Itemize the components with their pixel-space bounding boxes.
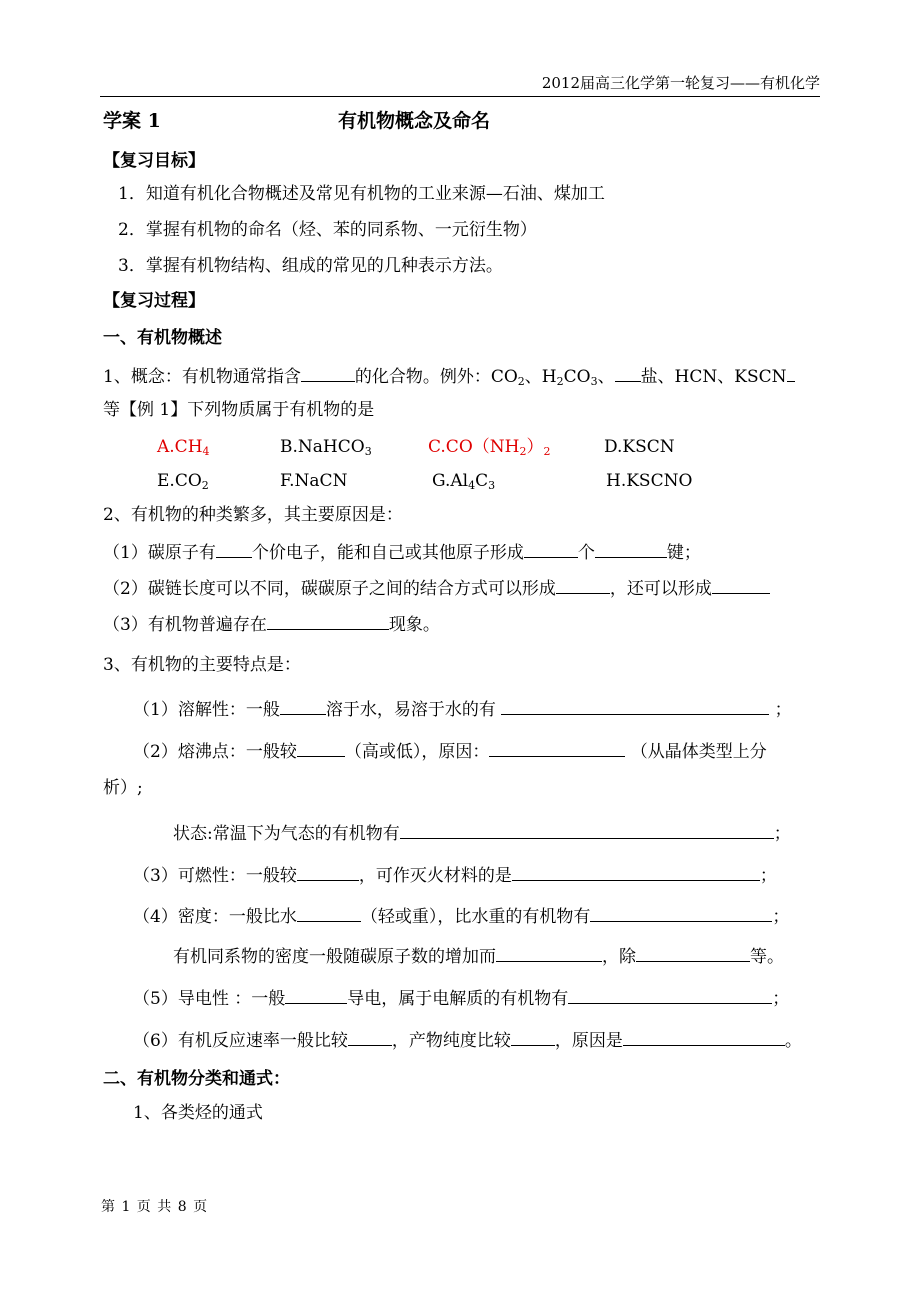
process-heading: 【复习过程】 [103, 291, 205, 311]
lesson-number: 学案 1 [103, 110, 161, 132]
blank[interactable] [285, 985, 347, 1004]
section2-heading: 二、有机物分类和通式： [103, 1069, 290, 1089]
blank[interactable] [297, 903, 361, 922]
features-heading: 3、有机物的主要特点是： [103, 655, 301, 675]
reason-1: （1）碳原子有 个价电子，能和自己或其他原子形成 个 键； [103, 539, 701, 564]
feature-density-series: 有机同系物的密度一般随碳原子数的增加而 ，除 等。 [173, 943, 784, 968]
page-footer: 第 1 页 共 8 页 [101, 1199, 208, 1215]
blank[interactable] [787, 363, 795, 382]
blank[interactable] [297, 862, 359, 881]
blank[interactable] [280, 696, 326, 715]
blank[interactable] [590, 903, 772, 922]
blank[interactable] [400, 820, 774, 839]
blank[interactable] [267, 611, 389, 630]
goal-item: 1．知道有机化合物概述及常见有机物的工业来源—石油、煤加工 [118, 184, 605, 204]
feature-flammability: （3）可燃性：一般较 ，可作灭火材料的是 ； [133, 862, 777, 887]
blank[interactable] [636, 943, 750, 962]
blank[interactable] [511, 1027, 555, 1046]
concept-line: 1、概念：有机物通常指含 的化合物。例外：$CO_2$、$H_2CO_3$、 盐、HCN、KSCN [103, 363, 795, 388]
feature-density: （4）密度：一般比水 （轻或重），比水重的有机物有 ； [133, 903, 789, 928]
goals-heading: 【复习目标】 [103, 151, 205, 171]
option-b[interactable]: B.NaHCO$_3$ [280, 437, 372, 458]
page-title: 有机物概念及命名 [338, 110, 491, 132]
option-c[interactable]: $C.CO(NH_2)_2$ [428, 437, 551, 458]
example-line: 等【例 1】下列物质属于有机物的是 [103, 400, 375, 420]
option-h[interactable]: H.KSCNO [606, 471, 693, 491]
blank[interactable] [496, 943, 602, 962]
feature-melting: （2）熔沸点：一般较 （高或低），原因： （从晶体类型上分 [133, 738, 767, 763]
option-a[interactable]: $A.CH_4$ [157, 437, 210, 458]
section1-heading: 一、有机物概述 [103, 328, 222, 348]
blank[interactable] [524, 539, 578, 558]
feature-reaction-rate: （6）有机反应速率一般比较 ，产物纯度比较 ，原因是 。 [133, 1027, 802, 1052]
blank[interactable] [556, 575, 610, 594]
blank[interactable] [216, 539, 252, 558]
option-f[interactable]: F.NaCN [280, 471, 348, 491]
option-g[interactable]: $G.Al_4C_3$ [432, 471, 496, 492]
feature-melting-cont: 析）; [103, 778, 143, 798]
blank[interactable] [595, 539, 667, 558]
blank[interactable] [568, 985, 772, 1004]
reasons-heading: 2、有机物的种类繁多，其主要原因是： [103, 505, 403, 525]
blank[interactable] [512, 862, 760, 881]
blank[interactable] [301, 363, 355, 382]
blank[interactable] [615, 363, 641, 382]
blank[interactable] [501, 696, 769, 715]
section2-sub1: 1、各类烃的通式 [133, 1103, 263, 1123]
option-e[interactable]: $E.CO_2$ [157, 471, 209, 492]
feature-state: 状态:常温下为气态的有机物有 ； [173, 820, 791, 845]
blank[interactable] [489, 738, 625, 757]
goal-item: 2．掌握有机物的命名（烃、苯的同系物、一元衍生物） [118, 220, 537, 240]
blank[interactable] [297, 738, 345, 757]
blank[interactable] [712, 575, 770, 594]
reason-2: （2）碳链长度可以不同，碳碳原子之间的结合方式可以形成 ，还可以形成 [103, 575, 770, 600]
blank[interactable] [623, 1027, 785, 1046]
option-d[interactable]: D.KSCN [604, 437, 675, 457]
reason-3: （3）有机物普遍存在 现象。 [103, 611, 440, 636]
header-rule [100, 96, 820, 97]
feature-solubility: （1）溶解性：一般 溶于水，易溶于水的有 ； [133, 696, 792, 721]
feature-conductivity: （5）导电性 ：一般 导电，属于电解质的有机物有 ； [133, 985, 789, 1010]
running-header: 2012届高三化学第一轮复习——有机化学 [541, 74, 820, 92]
goal-item: 3．掌握有机物结构、组成的常见的几种表示方法。 [118, 256, 503, 276]
blank[interactable] [348, 1027, 392, 1046]
